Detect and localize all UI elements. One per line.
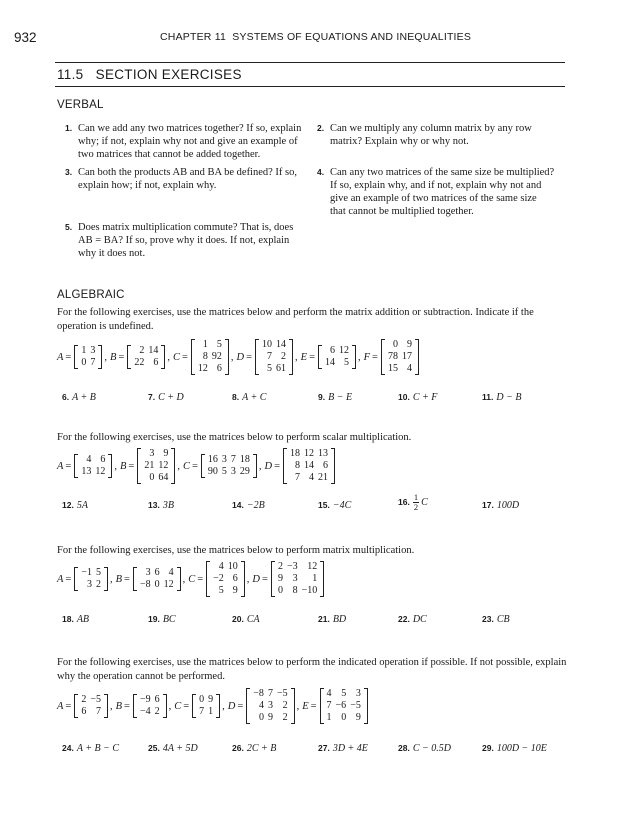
matrix-cell: 0 (199, 694, 205, 705)
matrix-cell: 6 (216, 363, 222, 374)
matrix-cell: 78 (387, 351, 398, 362)
question-1: 1. Can we add any two matrices together? If so, explain why; if not, explain why not and give an example of two matrices that cannot be added together. (65, 123, 302, 160)
exercise-number: 15. (318, 500, 330, 510)
matrix-cell: 29 (239, 466, 250, 477)
exercise-expression: CA (246, 614, 260, 625)
verbal-heading: VERBAL (57, 99, 104, 111)
matrix-cell: 6 (323, 460, 329, 471)
matrix-cell: 1 (202, 339, 208, 350)
matrix-name-c: C (172, 351, 180, 363)
matrix-name-e: E (302, 700, 309, 712)
exercise-25 (148, 743, 198, 754)
matrix-name-a: A (57, 351, 64, 363)
fraction (413, 493, 419, 512)
matrix-cell: 7 (230, 454, 236, 465)
matrix-c (206, 561, 245, 597)
group-3-intro: For the following exercises, use the matrices below to perform matrix multiplication. (57, 545, 415, 556)
exercise-11 (482, 392, 521, 403)
exercise-22 (398, 614, 427, 625)
equals-sign: = (262, 573, 268, 585)
matrix-cell: 5 (267, 363, 273, 374)
matrix-cell: 7 (326, 700, 332, 711)
matrix-cell: 5 (341, 688, 347, 699)
matrix-b (133, 694, 167, 718)
matrix-cell: 0 (154, 579, 160, 590)
comma: , (296, 700, 300, 712)
matrix-cell: 8 (292, 585, 298, 596)
exercise-15 (318, 500, 351, 511)
equals-sign: = (237, 700, 244, 712)
exercise-number: 28. (398, 743, 410, 753)
matrix-cell: 61 (276, 363, 287, 374)
equals-sign: = (65, 460, 72, 472)
exercise-expression: 100D (496, 500, 520, 511)
exercise-expression: 100D − 10E (496, 743, 547, 754)
exercise-number: 24. (62, 743, 74, 753)
exercise-number: 25. (148, 743, 160, 753)
matrix-cell: 5 (343, 357, 349, 368)
matrix-name-b: B (115, 573, 123, 585)
chapter-label: CHAPTER 11 (160, 31, 226, 43)
exercise-expression: AB (76, 614, 90, 625)
matrix-cell: 1 (312, 573, 318, 584)
matrix-cell: 5 (216, 339, 222, 350)
exercise-13 (148, 500, 174, 511)
matrix-cell: 3 (292, 573, 298, 584)
matrix-cell: 10 (262, 339, 273, 350)
matrix-cell: 7 (199, 706, 205, 717)
matrix-name-e: E (300, 351, 308, 363)
matrix-name-d: D (264, 460, 273, 472)
matrix-cell: 6 (100, 454, 106, 465)
matrix-cell: 12 (197, 363, 208, 374)
exercise-number: 26. (232, 743, 244, 753)
matrix-cell: 6 (329, 345, 335, 356)
exercise-number: 17. (482, 500, 494, 510)
matrix-d (246, 688, 294, 724)
comma: , (109, 573, 113, 585)
exercise-expression: DC (412, 614, 427, 625)
matrix-cell: 2 (139, 345, 145, 356)
exercise-number: 13. (148, 500, 160, 510)
comma: , (222, 700, 225, 712)
matrix-cell: 8 (202, 351, 208, 362)
matrix-cell: 9 (406, 339, 412, 350)
matrix-cell: 14 (324, 357, 335, 368)
matrix-cell: 7 (90, 357, 96, 368)
exercise-expression: 3D + 4E (332, 743, 368, 754)
section-name: SECTION EXERCISES (95, 67, 242, 82)
matrix-name-b: B (109, 351, 117, 363)
matrix-cell: 12 (304, 448, 315, 459)
comma: , (104, 351, 107, 363)
group-4-intro: For the following exercises, use the matrices below to perform the indicated operation if possible. If not possible, explain why the operation cannot be performed. (57, 657, 567, 682)
matrix-cell: 90 (207, 466, 218, 477)
matrix-cell: 6 (154, 567, 160, 578)
matrix-cell: 7 (267, 688, 273, 699)
matrix-name-d: D (236, 351, 245, 363)
exercise-expression: CB (496, 614, 510, 625)
matrix-cell: 4 (326, 688, 332, 699)
comma: , (168, 700, 172, 712)
matrix-a (74, 567, 108, 591)
matrix-e (320, 688, 368, 724)
matrix-cell: 10 (227, 561, 238, 572)
matrix-cell: 13 (81, 466, 92, 477)
group-1-matrices (57, 339, 420, 375)
matrix-cell: 3 (267, 700, 273, 711)
matrix-cell: −2 (213, 573, 224, 584)
matrix-cell: 17 (401, 351, 412, 362)
question-5: 5. Does matrix multiplication commute? That is, does AB = BA? If so, prove why it does. If not, explain why it does not. (65, 222, 294, 259)
matrix-cell: 9 (208, 694, 214, 705)
matrix-cell: 0 (258, 712, 264, 723)
matrix-cell: 4 (168, 567, 174, 578)
matrix-cell: −3 (286, 561, 298, 572)
equals-sign: = (183, 700, 190, 712)
exercise-6 (62, 392, 96, 403)
exercise-number: 18. (62, 614, 74, 624)
fraction-numerator: 1 (413, 492, 419, 502)
comma: , (230, 351, 234, 363)
exercise-expression: D − B (496, 392, 522, 403)
matrix-cell: −10 (301, 585, 318, 596)
matrix-name-d: D (227, 700, 236, 712)
matrix-cell: 3 (145, 567, 151, 578)
matrix-cell: 9 (232, 585, 238, 596)
section-rule-top (55, 62, 565, 63)
matrix-cell: 13 (318, 448, 329, 459)
exercise-18 (62, 614, 89, 625)
matrix-cell: 15 (387, 363, 398, 374)
matrix-cell: 21 (318, 472, 329, 483)
matrix-cell: 1 (208, 706, 214, 717)
matrix-a (74, 345, 102, 369)
matrix-name-c: C (182, 460, 190, 472)
exercise-number: 7. (148, 392, 156, 402)
section-number: 11.5 (57, 67, 84, 82)
exercise-expression: C (421, 496, 428, 508)
exercise-expression: −4C (332, 500, 352, 511)
exercise-26 (232, 743, 276, 754)
matrix-cell: −8 (139, 579, 151, 590)
exercise-28 (398, 743, 451, 754)
exercise-expression: C − 0.5D (412, 743, 451, 754)
matrix-cell: 2 (95, 579, 101, 590)
equals-sign: = (124, 573, 130, 585)
matrix-name-b: B (115, 700, 123, 712)
comma: , (182, 573, 186, 585)
page-number: 932 (14, 30, 37, 45)
exercise-expression: C + F (412, 392, 438, 403)
matrix-d (255, 339, 293, 375)
matrix-cell: 5 (221, 466, 227, 477)
matrix-cell: 3 (149, 448, 155, 459)
group-1-intro: For the following exercises, use the matrices below and perform the matrix addition or subtraction. Indicate if the operation is undefined. (57, 307, 534, 332)
matrix-cell: 22 (134, 357, 145, 368)
exercise-expression: BD (332, 614, 347, 625)
equals-sign: = (372, 351, 378, 363)
matrix-b (133, 567, 181, 591)
matrix-cell: 3 (86, 579, 92, 590)
matrix-cell: 4 (86, 454, 92, 465)
exercise-number: 29. (482, 743, 494, 753)
matrix-cell: 2 (154, 706, 160, 717)
exercise-expression: 4A + 5D (162, 743, 198, 754)
exercise-expression: −2B (246, 500, 265, 511)
matrix-cell: −1 (81, 567, 92, 578)
matrix-name-a: A (57, 700, 64, 712)
exercise-14 (232, 500, 265, 511)
exercise-27 (318, 743, 368, 754)
matrix-cell: 2 (281, 351, 287, 362)
matrix-cell: 9 (163, 448, 169, 459)
exercise-number: 22. (398, 614, 410, 624)
comma: , (109, 700, 113, 712)
matrix-cell: 14 (148, 345, 159, 356)
matrix-cell: 64 (158, 472, 169, 483)
matrix-cell: −9 (139, 694, 151, 705)
equals-sign: = (65, 351, 72, 363)
matrix-cell: 6 (81, 706, 87, 717)
matrix-cell: 1 (81, 345, 87, 356)
comma: , (258, 460, 262, 472)
exercise-number: 6. (62, 392, 70, 402)
matrix-cell: −5 (276, 688, 288, 699)
matrix-cell: 9 (277, 573, 283, 584)
exercise-21 (318, 614, 346, 625)
comma: , (246, 573, 250, 585)
matrix-a (74, 454, 112, 478)
exercise-10 (398, 392, 437, 403)
matrix-cell: 92 (211, 351, 222, 362)
matrix-b (127, 345, 165, 369)
comma: , (114, 460, 117, 472)
exercise-number: 14. (232, 500, 244, 510)
section-rule-bottom (55, 86, 565, 87)
matrix-cell: 14 (304, 460, 315, 471)
running-header (160, 31, 471, 43)
matrix-cell: −8 (253, 688, 264, 699)
matrix-cell: 6 (232, 573, 238, 584)
group-2-intro: For the following exercises, use the matrices below to perform scalar multiplication. (57, 432, 412, 443)
exercise-expression: A + C (242, 392, 267, 403)
exercise-expression: A + B (72, 392, 96, 403)
exercise-12 (62, 500, 88, 511)
equals-sign: = (246, 351, 253, 363)
equals-sign: = (309, 351, 315, 363)
matrix-cell: 7 (295, 472, 301, 483)
matrix-name-c: C (188, 573, 196, 585)
matrix-cell: 14 (276, 339, 287, 350)
exercise-expression: C + D (158, 392, 184, 403)
chapter-title: SYSTEMS OF EQUATIONS AND INEQUALITIES (232, 31, 472, 43)
equals-sign: = (191, 460, 198, 472)
exercise-number: 23. (482, 614, 494, 624)
section-title (57, 67, 242, 82)
matrix-cell: 4 (309, 472, 315, 483)
exercise-expression: 2C + B (246, 743, 277, 754)
exercise-16 (398, 493, 428, 512)
exercise-number: 16. (398, 496, 410, 507)
equals-sign: = (181, 351, 188, 363)
matrix-cell: 2 (81, 694, 87, 705)
exercise-expression: A + B − C (76, 743, 120, 754)
exercise-number: 27. (318, 743, 330, 753)
group-2-matrices (57, 448, 336, 484)
matrix-e (318, 345, 356, 369)
exercise-number: 20. (232, 614, 244, 624)
matrix-cell: 7 (95, 706, 101, 717)
matrix-d (283, 448, 335, 484)
comma: , (167, 351, 170, 363)
matrix-cell: 18 (290, 448, 301, 459)
matrix-cell: 9 (267, 712, 273, 723)
equals-sign: = (274, 460, 281, 472)
question-2: 2. Can we multiply any column matrix by any row matrix? Explain why or why not. (317, 123, 532, 147)
exercise-expression: B − E (328, 392, 353, 403)
equals-sign: = (128, 460, 135, 472)
exercise-expression: BC (162, 614, 176, 625)
matrix-cell: 0 (277, 585, 283, 596)
equals-sign: = (197, 573, 204, 585)
matrix-name-b: B (119, 460, 127, 472)
matrix-cell: −4 (139, 706, 151, 717)
matrix-cell: 12 (307, 561, 318, 572)
question-3: 3. Can both the products AB and BA be defined? If so, explain how; if not, explain why. (65, 167, 298, 191)
matrix-cell: −6 (335, 700, 347, 711)
matrix-cell: 0 (341, 712, 347, 723)
equals-sign: = (124, 700, 130, 712)
matrix-cell: 18 (239, 454, 250, 465)
exercise-9 (318, 392, 352, 403)
exercise-23 (482, 614, 510, 625)
exercise-20 (232, 614, 260, 625)
matrix-cell: 4 (258, 700, 264, 711)
matrix-cell: 5 (95, 567, 101, 578)
exercise-number: 11. (482, 392, 494, 402)
matrix-name-a: A (57, 573, 64, 585)
matrix-cell: 12 (95, 466, 106, 477)
exercise-number: 19. (148, 614, 160, 624)
matrix-cell: 2 (282, 712, 288, 723)
matrix-cell: 2 (277, 561, 283, 572)
matrix-cell: 3 (221, 454, 227, 465)
group-4-matrices (57, 688, 369, 724)
equals-sign: = (118, 351, 125, 363)
matrix-name-f: F (363, 351, 371, 363)
exercise-number: 10. (398, 392, 410, 402)
exercise-expression: 3B (162, 500, 174, 511)
fraction-denominator: 2 (413, 502, 419, 512)
matrix-cell: 6 (154, 694, 160, 705)
exercise-number: 8. (232, 392, 240, 402)
matrix-c (192, 694, 220, 718)
exercise-7 (148, 392, 184, 403)
exercise-17 (482, 500, 519, 511)
exercise-number: 21. (318, 614, 330, 624)
matrix-d (271, 561, 324, 597)
equals-sign: = (310, 700, 317, 712)
matrix-cell: 16 (207, 454, 218, 465)
equals-sign: = (65, 700, 72, 712)
matrix-b (137, 448, 175, 484)
matrix-cell: 12 (158, 460, 169, 471)
matrix-cell: 4 (218, 561, 224, 572)
matrix-cell: −5 (90, 694, 101, 705)
matrix-cell: 4 (406, 363, 412, 374)
exercise-8 (232, 392, 266, 403)
matrix-cell: 6 (153, 357, 159, 368)
matrix-c (201, 454, 257, 478)
comma: , (357, 351, 361, 363)
matrix-cell: 12 (338, 345, 349, 356)
matrix-cell: 2 (282, 700, 288, 711)
comma: , (295, 351, 298, 363)
comma: , (177, 460, 180, 472)
matrix-cell: 3 (90, 345, 96, 356)
exercise-29 (482, 743, 547, 754)
matrix-name-a: A (57, 460, 64, 472)
question-4: 4. Can any two matrices of the same size be multiplied? If so, explain why, and if not, explain why not and give an example of two matrices of the same size that cannot be multiplied together. (317, 167, 555, 217)
matrix-cell: 1 (326, 712, 332, 723)
matrix-name-d: D (252, 573, 261, 585)
matrix-cell: 5 (218, 585, 224, 596)
matrix-cell: 0 (392, 339, 398, 350)
group-3-matrices (57, 561, 325, 597)
exercise-number: 9. (318, 392, 326, 402)
matrix-cell: −5 (350, 700, 361, 711)
matrix-cell: 8 (295, 460, 301, 471)
matrix-cell: 0 (81, 357, 87, 368)
exercise-24 (62, 743, 119, 754)
matrix-cell: 3 (230, 466, 236, 477)
matrix-cell: 3 (355, 688, 361, 699)
matrix-a (74, 694, 108, 718)
matrix-cell: 9 (355, 712, 361, 723)
matrix-cell: 12 (163, 579, 174, 590)
matrix-f (381, 339, 419, 375)
equals-sign: = (65, 573, 72, 585)
matrix-c (191, 339, 229, 375)
matrix-cell: 21 (144, 460, 155, 471)
exercise-expression: 5A (76, 500, 88, 511)
matrix-name-c: C (174, 700, 182, 712)
exercise-number: 12. (62, 500, 74, 510)
exercise-19 (148, 614, 176, 625)
algebraic-heading: ALGEBRAIC (57, 289, 125, 301)
matrix-cell: 7 (267, 351, 273, 362)
matrix-cell: 0 (149, 472, 155, 483)
